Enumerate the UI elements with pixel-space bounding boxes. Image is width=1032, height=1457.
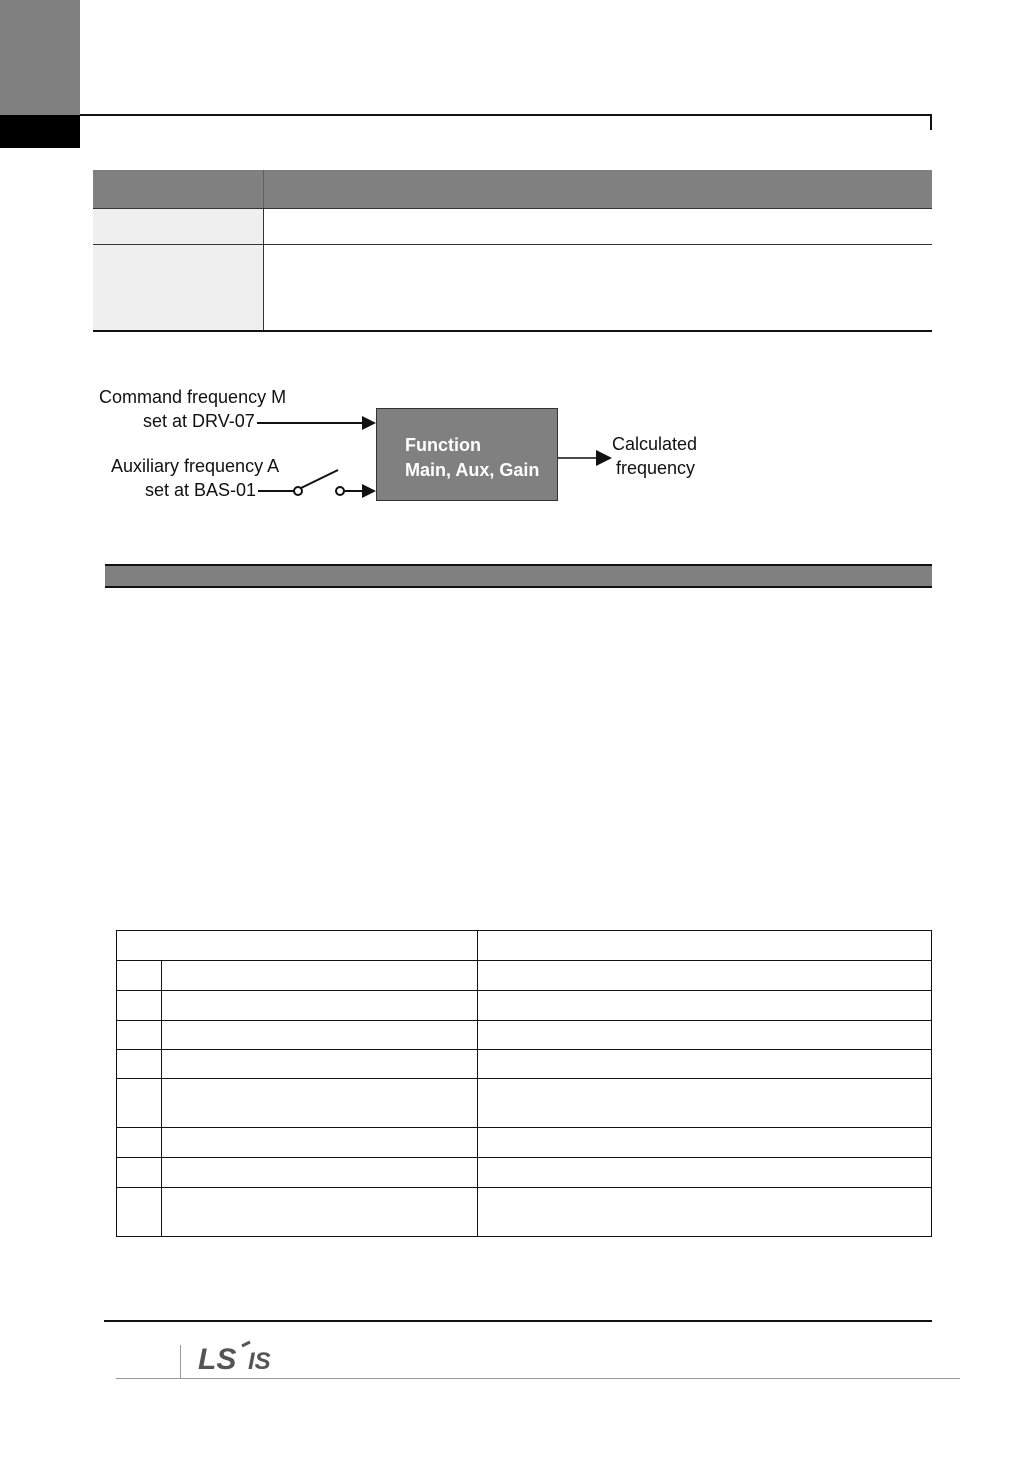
table-row-divider [117, 1127, 931, 1128]
header-rule-tick [930, 114, 932, 130]
table-label-column [93, 208, 263, 330]
footer-baseline [116, 1378, 960, 1379]
main-input-label-1: Command frequency M [99, 387, 287, 407]
footer-divider [180, 1345, 181, 1379]
table-row-divider [117, 1049, 931, 1050]
table-col-divider [161, 960, 162, 1237]
table-row-divider [117, 990, 931, 991]
aux-input-label-2: set at BAS-01 [145, 480, 257, 500]
table-row-divider [93, 244, 932, 245]
table-row-divider [117, 1157, 931, 1158]
switch-lever [301, 470, 338, 488]
table-row-divider [117, 960, 931, 961]
function-title: Function [405, 435, 481, 455]
table-header-row [93, 170, 932, 208]
function-params: Main, Aux, Gain [405, 460, 540, 480]
table-row-divider [117, 1187, 931, 1188]
section-header-bar [105, 564, 932, 588]
svg-text:LS: LS [198, 1343, 237, 1376]
aux-input-arrowhead [362, 484, 376, 498]
main-input-label-2: set at DRV-07 [143, 411, 255, 431]
parameter-table [93, 170, 932, 332]
table-row-divider [117, 1078, 931, 1079]
table-col-divider [477, 931, 478, 1237]
header-rule [80, 114, 932, 116]
output-arrowhead [596, 450, 612, 466]
settings-table [116, 930, 932, 1237]
main-input-arrowhead [362, 416, 376, 430]
chapter-tab [0, 0, 80, 115]
switch-contact-right [336, 487, 344, 495]
switch-contact-left [294, 487, 302, 495]
frequency-calc-diagram [90, 380, 730, 520]
svg-text:IS: IS [248, 1348, 271, 1375]
aux-input-label-1: Auxiliary frequency A [111, 456, 280, 476]
chapter-tab-marker [0, 115, 80, 148]
output-label-1: Calculated [612, 434, 698, 454]
footer-rule [104, 1320, 932, 1322]
output-label-2: frequency [616, 458, 696, 478]
table-row-divider [117, 1020, 931, 1021]
function-block [376, 408, 558, 501]
ls-is-logo [198, 1340, 288, 1376]
